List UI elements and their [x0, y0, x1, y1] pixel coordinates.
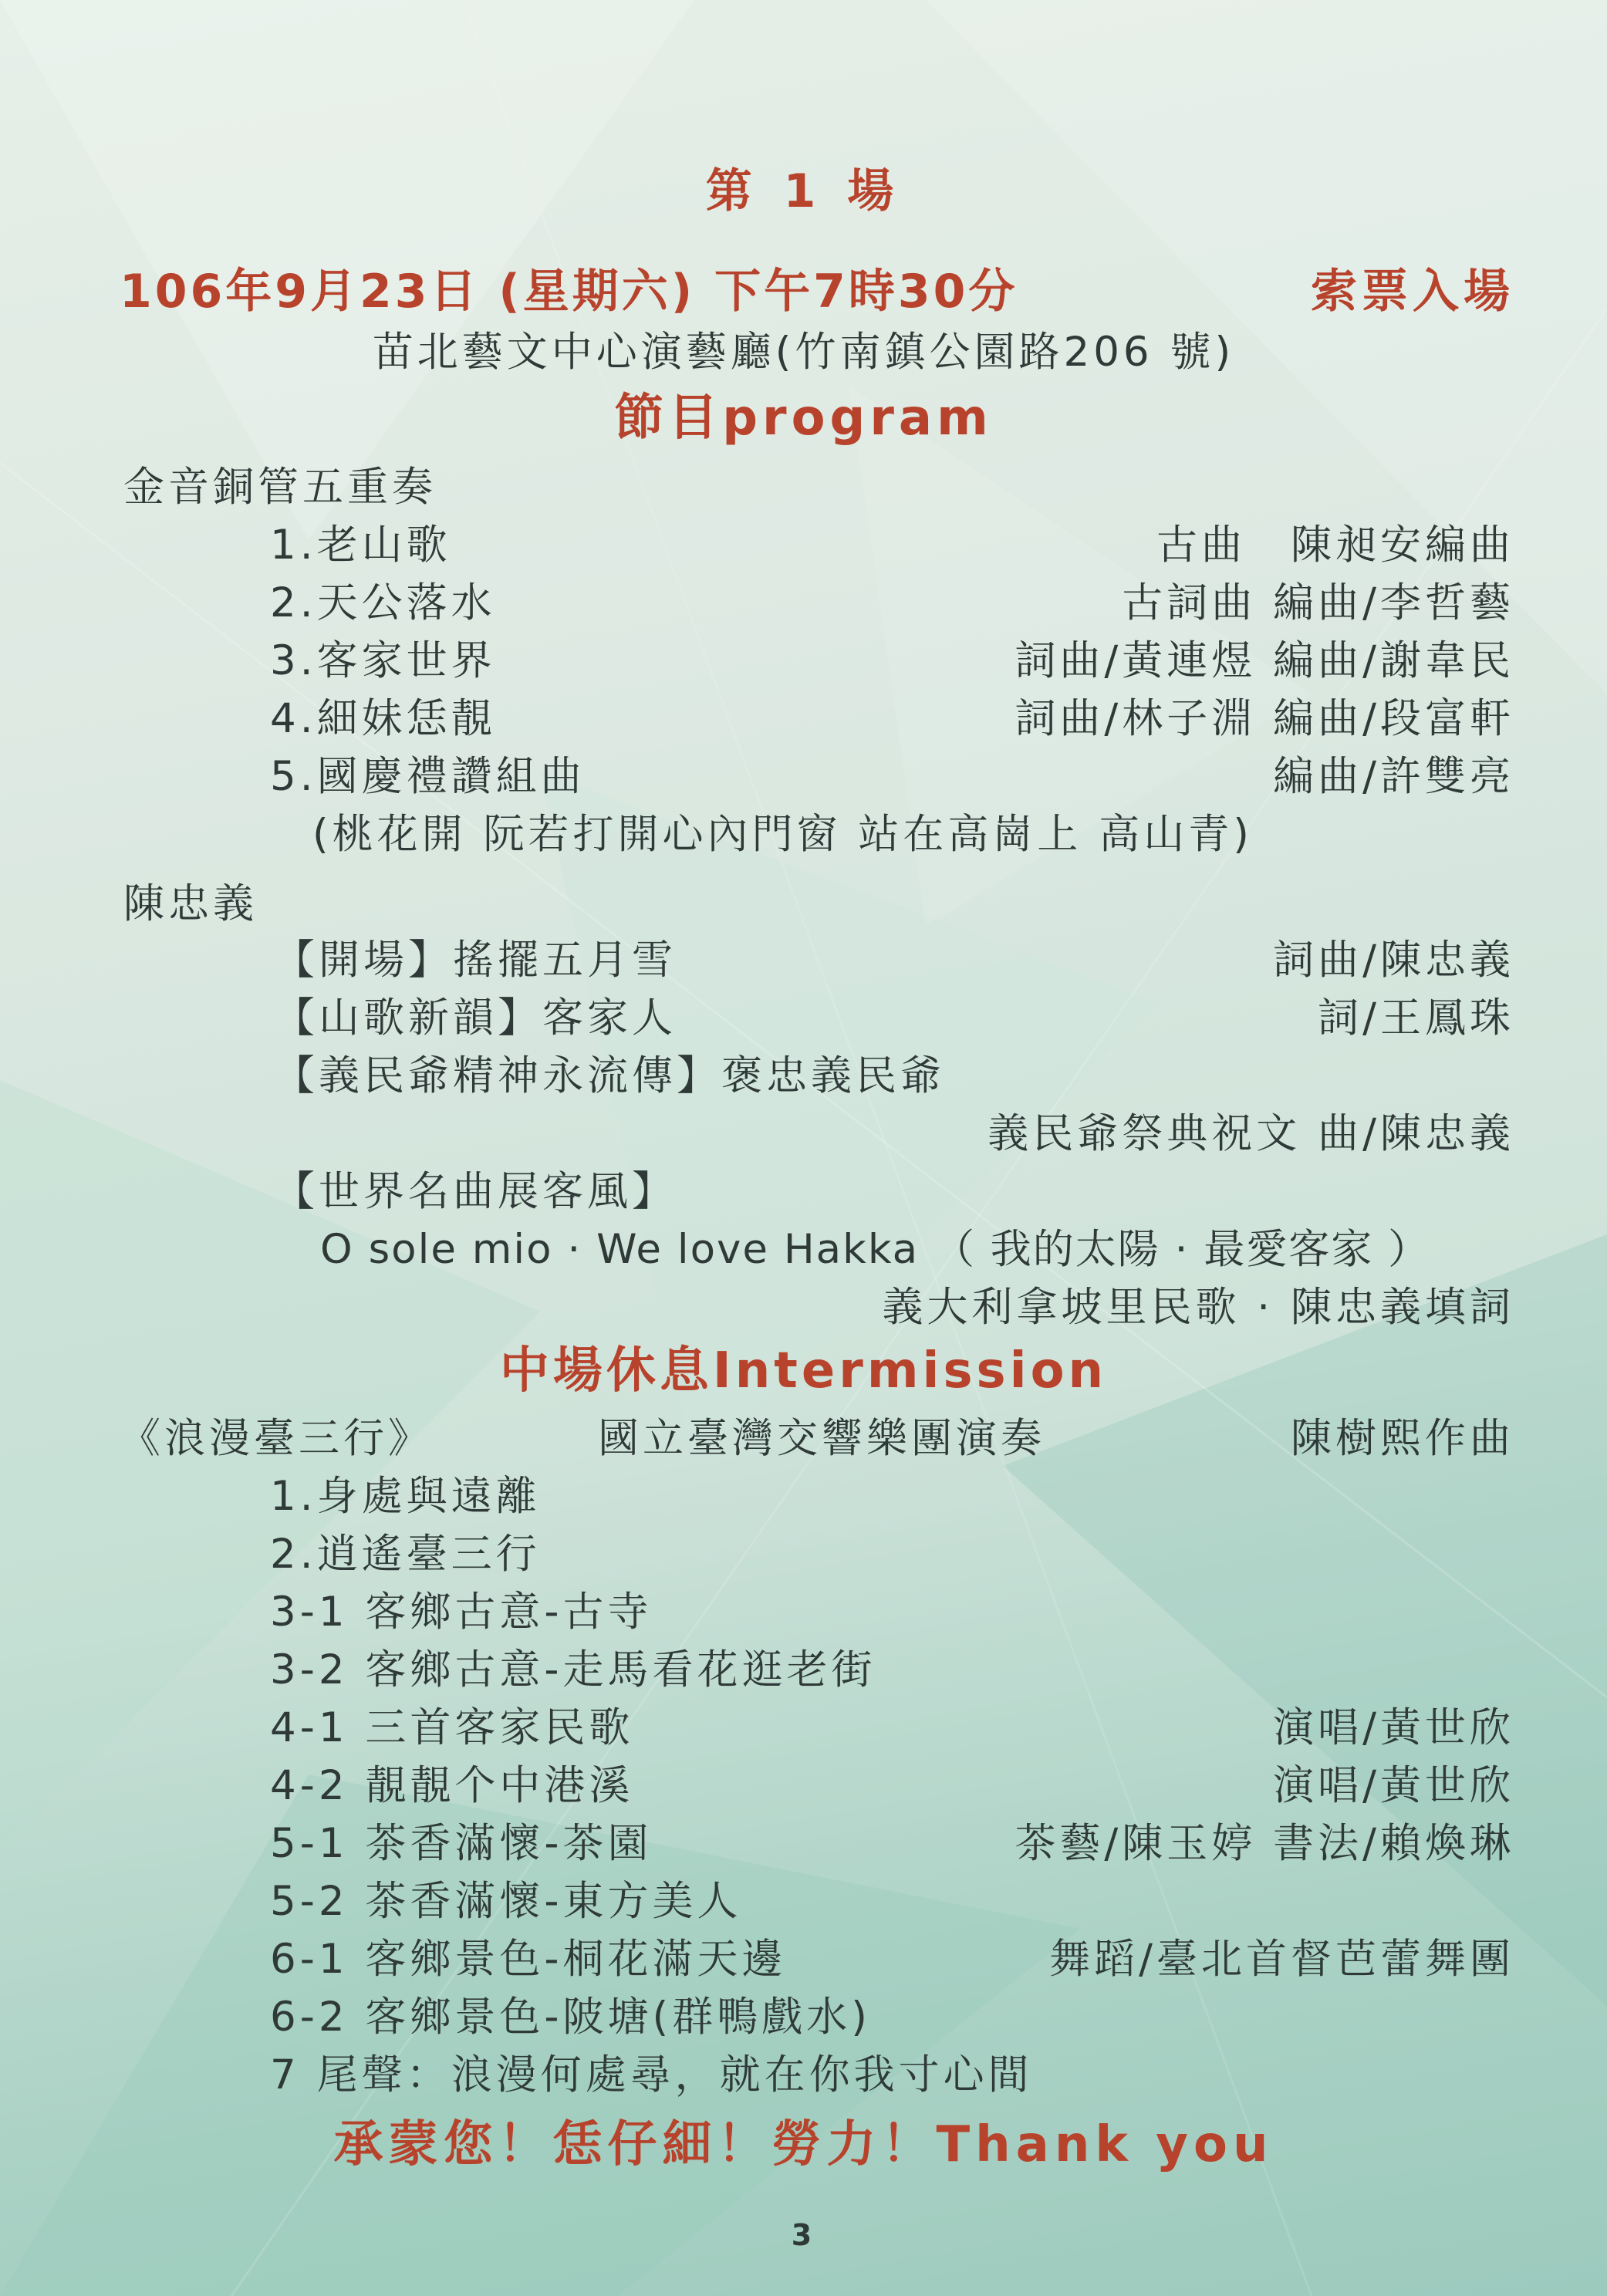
program-item-title: 【世界名曲展客風】 — [274, 1168, 677, 1215]
movement-title: 4-2 靚靚个中港溪 — [270, 1762, 634, 1809]
program-item-title: 5.國慶禮讚組曲 — [270, 753, 586, 800]
composer-credit: 陳樹熙作曲 — [1291, 1415, 1514, 1462]
movement-credit: 茶藝/陳玉婷 書法/賴煥琳 — [1015, 1820, 1514, 1867]
medley-note: (桃花開 阮若打開心內門窗 站在高崗上 高山青) — [312, 811, 1253, 858]
movement-title: 2.逍遙臺三行 — [270, 1531, 541, 1578]
program-item-title: 1.老山歌 — [270, 522, 451, 569]
movement-title: 3-2 客鄉古意-走馬看花逛老街 — [270, 1646, 876, 1693]
program-item-credit: 編曲/許雙亮 — [1273, 753, 1514, 800]
program-item-title: 【開場】搖擺五月雪 — [274, 937, 677, 984]
movement-title: 5-2 茶香滿懷-東方美人 — [270, 1878, 742, 1925]
program-item-credit: 詞曲/林子淵 編曲/段富軒 — [1015, 695, 1514, 742]
movement-credit: 演唱/黃世欣 — [1273, 1762, 1514, 1809]
intermission-heading: 中場休息Intermission — [499, 1342, 1108, 1400]
program-item-credit: 詞/王鳳珠 — [1318, 994, 1514, 1042]
program-item-credit: 詞曲/陳忠義 — [1273, 937, 1514, 984]
program-item-title: 3.客家世界 — [270, 637, 496, 684]
ticket-info: 索票入場 — [1311, 265, 1514, 319]
program-title: 節目program — [614, 390, 993, 447]
movement-title: 1.身處與遠離 — [270, 1473, 541, 1520]
venue: 苗北藝文中心演藝廳(竹南鎮公園路206 號) — [372, 329, 1235, 376]
orchestra-name: 國立臺灣交響樂團演奏 — [598, 1415, 1045, 1462]
movement-credit: 舞蹈/臺北首督芭蕾舞團 — [1049, 1936, 1514, 1983]
movement-title: 4-1 三首客家民歌 — [270, 1704, 634, 1751]
program-item-credit: 古詞曲 編曲/李哲藝 — [1122, 579, 1514, 626]
program-item-credit: 義大利拿坡里民歌 · 陳忠義填詞 — [882, 1284, 1514, 1331]
movement-credit: 演唱/黃世欣 — [1273, 1704, 1514, 1751]
movement-title: 5-1 茶香滿懷-茶園 — [270, 1820, 653, 1867]
work-title: 《浪漫臺三行》 — [120, 1415, 433, 1462]
closing-thanks: 承蒙您！恁仔細！勞力！Thank you — [333, 2116, 1274, 2173]
page-number: 3 — [791, 2218, 816, 2252]
program-item-title: 【山歌新韻】客家人 — [274, 994, 677, 1042]
movement-title: 7 尾聲：浪漫何處尋，就在你我寸心間 — [270, 2051, 1033, 2098]
movement-title: 6-1 客鄉景色-桐花滿天邊 — [270, 1936, 787, 1983]
movement-title: 6-2 客鄉景色-陂塘(群鴨戲水) — [270, 1994, 871, 2041]
program-item-credit: 義民爺祭典祝文 曲/陳忠義 — [987, 1110, 1514, 1157]
session-title: 第 1 場 — [705, 164, 902, 218]
group-name: 陳忠義 — [123, 880, 258, 927]
program-item-credit: 古曲 陳昶安編曲 — [1156, 522, 1514, 569]
program-item-title: 2.天公落水 — [270, 579, 496, 626]
program-item-title: 【義民爺精神永流傳】褒忠義民爺 — [274, 1052, 945, 1099]
movement-title: 3-1 客鄉古意-古寺 — [270, 1589, 653, 1636]
program-item-subtitle: O sole mio · We love Hakka （ 我的太陽 · 最愛客家 ） — [320, 1226, 1431, 1273]
group-name: 金音銅管五重奏 — [123, 464, 437, 511]
program-item-title: 4.細妹恁靚 — [270, 695, 496, 742]
performance-datetime: 106年9月23日 (星期六) 下午7時30分 — [120, 265, 1018, 319]
program-item-credit: 詞曲/黃連煜 編曲/謝韋民 — [1015, 637, 1514, 684]
